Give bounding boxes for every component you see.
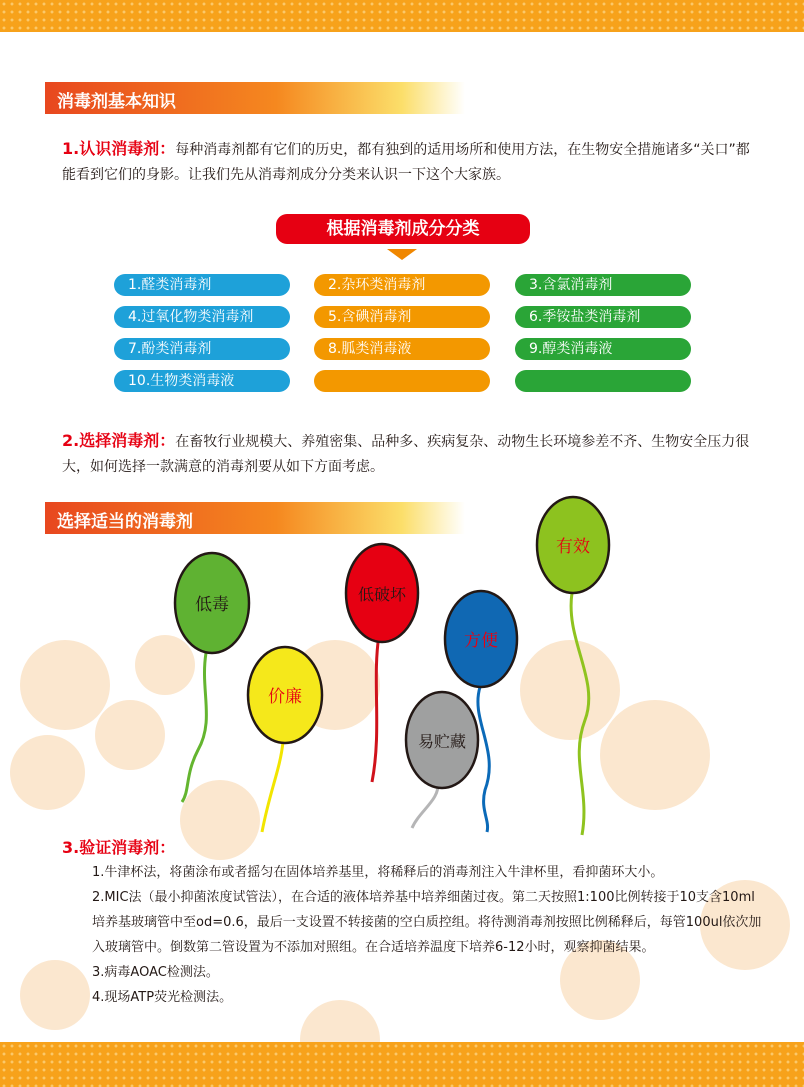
- balloon: [537, 497, 609, 593]
- balloon-string: [571, 593, 589, 835]
- list-item: 3.病毒AOAC检测法。: [92, 965, 219, 980]
- balloon-label: 易贮藏: [417, 732, 467, 751]
- paragraph-text: 每种消毒剂都有它们的历史，都有独到的适用场所和使用方法，在生物安全措施诸多“关口”都能看到它们的身影。让我们先从消毒剂成分分类来认识一下这个大家族。: [62, 142, 750, 183]
- paragraph-know-disinfectants: [62, 136, 752, 188]
- balloon-illustration: [0, 490, 804, 840]
- list-item: 4.现场ATP荧光检测法。: [92, 990, 233, 1005]
- section-title: 选择适当的消毒剂: [57, 512, 193, 532]
- top-dotted-band: [0, 0, 804, 32]
- section-header-basics: [45, 82, 465, 114]
- verification-section: [62, 835, 762, 1010]
- category-pill: 9.醇类消毒液: [515, 338, 691, 360]
- balloon: [445, 591, 517, 687]
- verify-heading: 3.验证消毒剂：: [62, 838, 176, 857]
- balloon: [248, 647, 322, 743]
- category-pill: 7.酚类消毒剂: [114, 338, 290, 360]
- category-pill: 8.胍类消毒液: [314, 338, 490, 360]
- category-pill: 5.含碘消毒剂: [314, 306, 490, 328]
- balloon: [346, 544, 418, 642]
- paragraph-text: 在畜牧行业规模大、养殖密集、品种多、疾病复杂、动物生长环境参差不齐、生物安全压力很大，如何选择一款满意的消毒剂要从如下方面考虑。: [62, 434, 750, 475]
- list-item: 2.MIC法（最小抑菌浓度试管法），在合适的液体培养基中培养细菌过夜。第二天按照1:100比例转接于10支含10ml培养基玻璃管中至od=0.6，最后一支设置不转接菌的空白质控组。将待测消毒剂按照比例稀释后，每管100ul依次加入玻璃管中。倒数第二管设置为不添加对照组。在合适培养温度下培养6-12小时，观察抑菌结果。: [92, 890, 762, 955]
- classification-banner: 根据消毒剂成分分类: [276, 214, 530, 244]
- category-pill: 10.生物类消毒液: [114, 370, 290, 392]
- category-pill: 2.杂环类消毒剂: [314, 274, 490, 296]
- paragraph-choose-disinfectants: [62, 428, 752, 480]
- balloon-label: 方便: [464, 631, 498, 651]
- balloon: [406, 692, 478, 788]
- category-pill: 4.过氧化物类消毒剂: [114, 306, 290, 328]
- category-pill: 6.季铵盐类消毒剂: [515, 306, 691, 328]
- empty-pill: [314, 370, 490, 392]
- paragraph-heading: 2.选择消毒剂：: [62, 431, 176, 450]
- bottom-dotted-band: [0, 1042, 804, 1087]
- category-pill: 3.含氯消毒剂: [515, 274, 691, 296]
- balloon-label: 低破坏: [357, 585, 407, 604]
- balloon-string: [372, 635, 379, 782]
- balloon-label: 低毒: [195, 595, 229, 615]
- list-item: 1.牛津杯法，将菌涂布或者摇匀在固体培养基里，将稀释后的消毒剂注入牛津杯里，看抑菌环大小。: [92, 865, 664, 880]
- balloon: [175, 553, 249, 653]
- empty-pill: [515, 370, 691, 392]
- paragraph-heading: 1.认识消毒剂：: [62, 139, 176, 158]
- category-pill: 1.醛类消毒剂: [114, 274, 290, 296]
- balloon-string: [262, 742, 283, 832]
- section-title: 消毒剂基本知识: [57, 92, 176, 112]
- down-arrow-icon: [387, 249, 417, 260]
- balloon-string: [412, 782, 438, 828]
- balloon-label: 有效: [556, 537, 590, 557]
- balloon-string: [182, 653, 206, 802]
- balloon-string: [478, 687, 489, 832]
- balloon-label: 价廉: [268, 687, 302, 707]
